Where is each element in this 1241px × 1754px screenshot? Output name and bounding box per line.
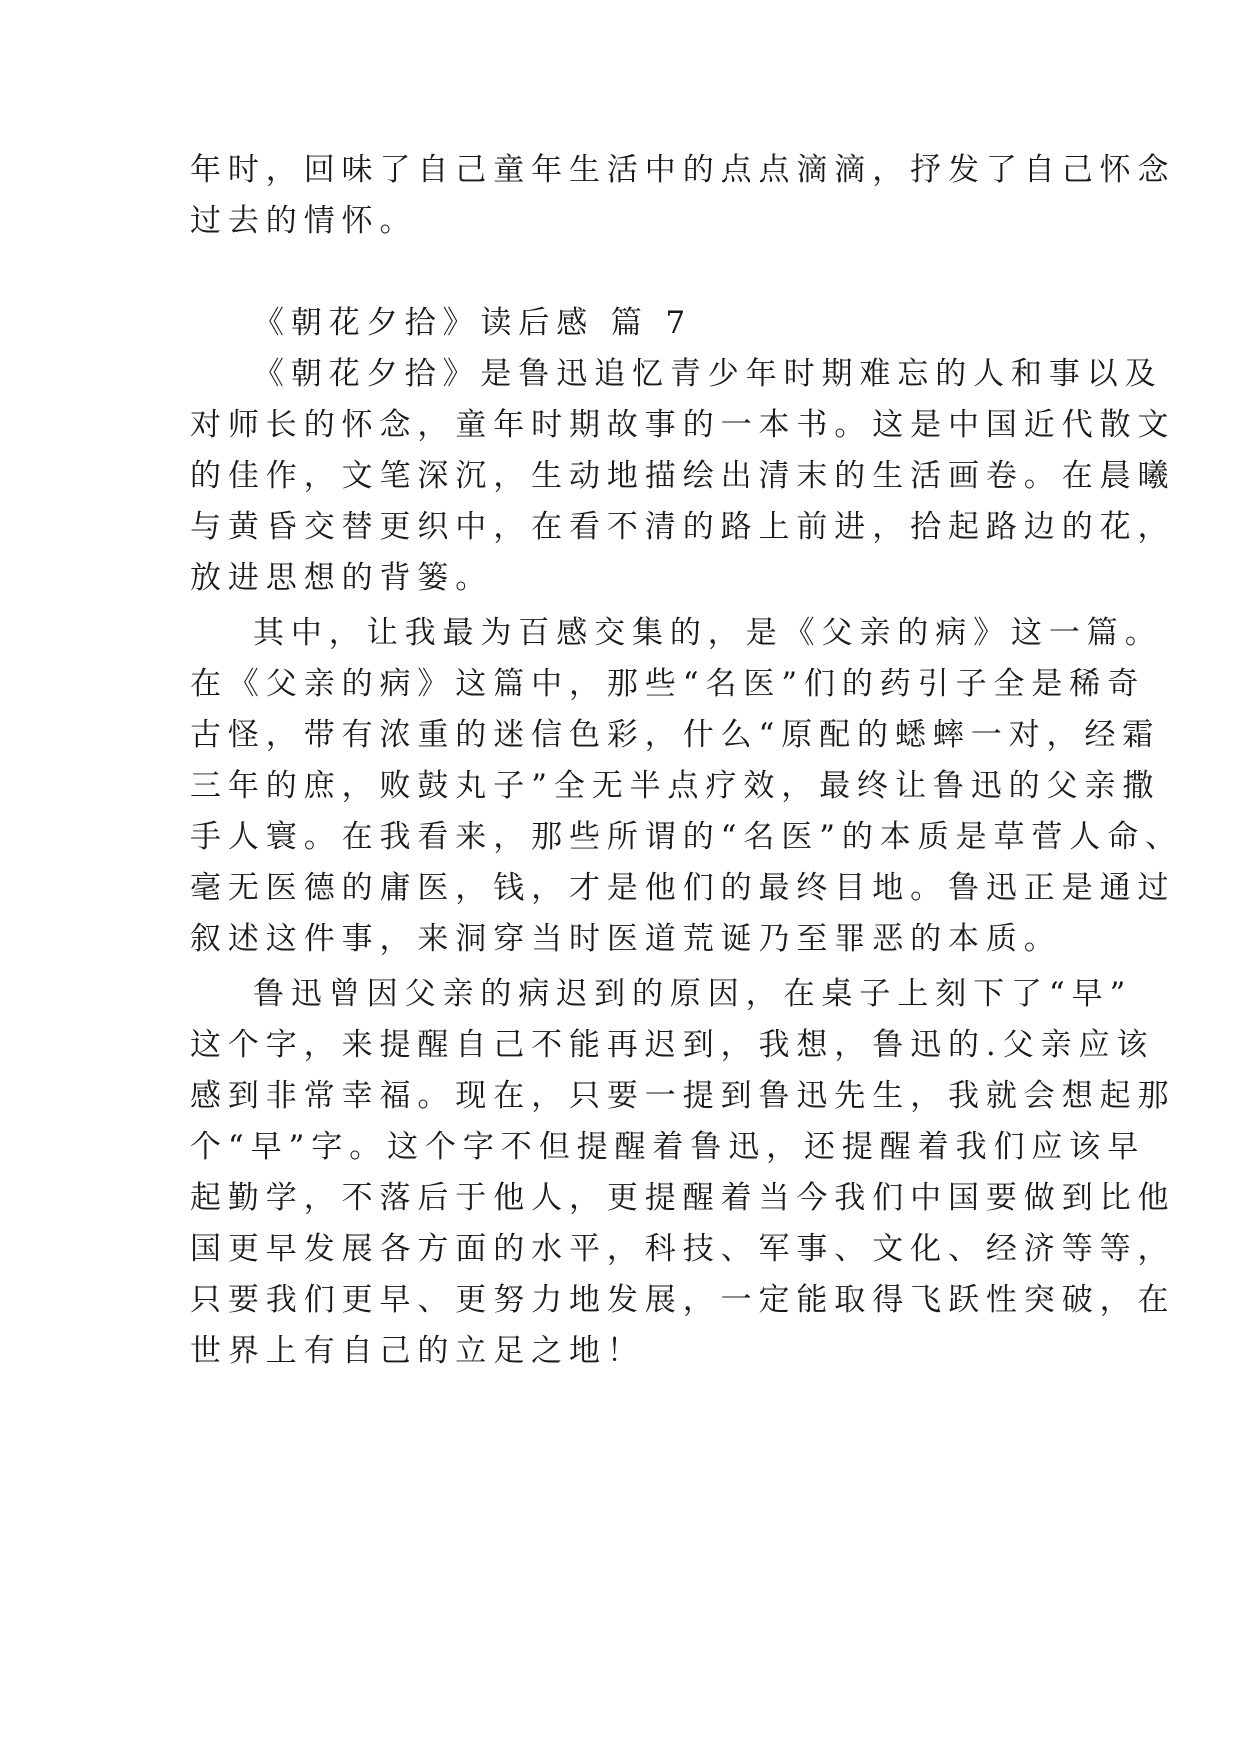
- paragraph-line: 这个字，来提醒自己不能再迟到，我想，鲁迅的.父亲应该: [190, 1027, 1155, 1063]
- paragraph-line: 手人寰。在我看来，那些所谓的“名医”的本质是草菅人命、: [190, 819, 1183, 855]
- paragraph-line: 个“早”字。这个字不但提醒着鲁迅，还提醒着我们应该早: [190, 1129, 1146, 1165]
- section-heading: 《朝花夕拾》读后感 篇 7: [253, 305, 693, 341]
- paragraph-line: 放进思想的背篓。: [190, 560, 494, 596]
- paragraph-line: 国更早发展各方面的水平，科技、军事、文化、经济等等，: [190, 1231, 1176, 1267]
- paragraph-line: 对师长的怀念，童年时期故事的一本书。这是中国近代散文: [190, 407, 1176, 443]
- paragraph-line: 起勤学，不落后于他人，更提醒着当今我们中国要做到比他: [190, 1180, 1176, 1216]
- paragraph-line: 古怪，带有浓重的迷信色彩，什么“原配的蟋蟀一对，经霜: [190, 717, 1161, 753]
- paragraph-line: 感到非常幸福。现在，只要一提到鲁迅先生，我就会想起那: [190, 1078, 1176, 1114]
- paragraph-line: 只要我们更早、更努力地发展，一定能取得飞跃性突破，在: [190, 1282, 1176, 1318]
- paragraph-line: 三年的庶，败鼓丸子”全无半点疗效，最终让鲁迅的父亲撒: [190, 768, 1161, 804]
- paragraph-line: 叙述这件事，来洞穿当时医道荒诞乃至罪恶的本质。: [190, 921, 1062, 957]
- paragraph-line: 的佳作，文笔深沉，生动地描绘出清末的生活画卷。在晨曦: [190, 458, 1176, 494]
- paragraph-line: 鲁迅曾因父亲的病迟到的原因，在桌子上刻下了“早”: [253, 976, 1133, 1012]
- continuation-line: 年时，回味了自己童年生活中的点点滴滴，抒发了自己怀念: [190, 152, 1176, 188]
- paragraph-line: 其中，让我最为百感交集的，是《父亲的病》这一篇。: [253, 615, 1163, 651]
- continuation-line: 过去的情怀。: [190, 203, 418, 239]
- paragraph-line: 毫无医德的庸医，钱，才是他们的最终目地。鲁迅正是通过: [190, 870, 1176, 906]
- paragraph-line: 与黄昏交替更织中，在看不清的路上前进，拾起路边的花，: [190, 509, 1176, 545]
- paragraph-line: 在《父亲的病》这篇中，那些“名医”们的药引子全是稀奇: [190, 666, 1146, 702]
- paragraph-line: 世界上有自己的立足之地！: [190, 1333, 645, 1369]
- paragraph-line: 《朝花夕拾》是鲁迅追忆青少年时期难忘的人和事以及: [253, 356, 1163, 392]
